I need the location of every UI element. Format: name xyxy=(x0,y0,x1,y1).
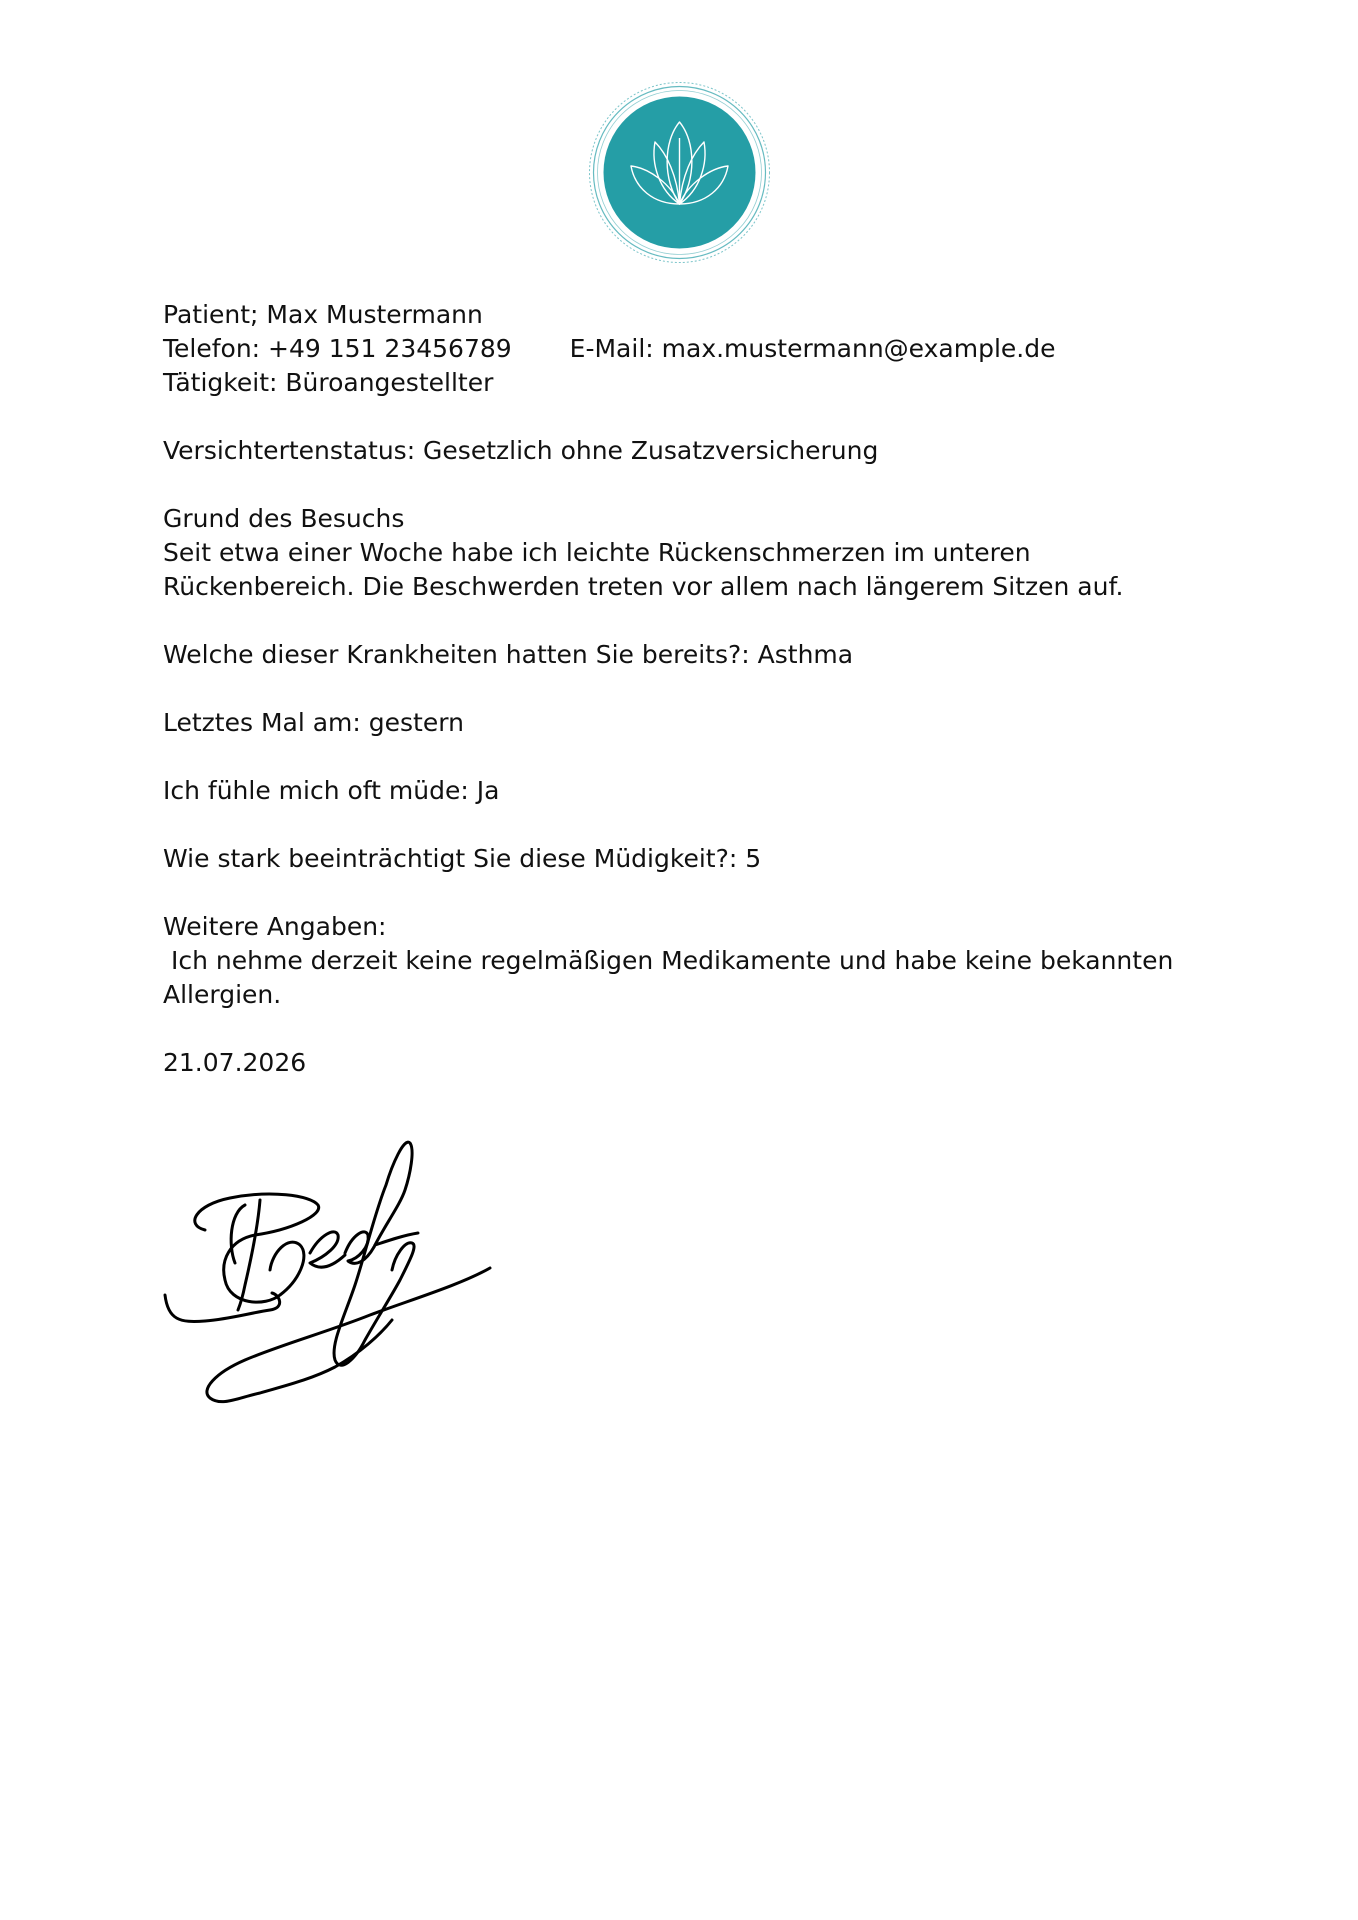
additional-info-line: Ich nehme derzeit keine regelmäßigen Medikamente und habe keine bekannten xyxy=(171,946,1174,975)
signature-drawing xyxy=(160,1135,500,1420)
patient-name: Patient; Max Mustermann xyxy=(163,300,483,329)
document-body xyxy=(163,298,1223,1080)
lotus-icon xyxy=(587,80,772,265)
visit-reason-line: Seit etwa einer Woche habe ich leichte Rückenschmerzen im unteren xyxy=(163,538,1031,567)
contact-line xyxy=(163,332,1223,366)
last-time-answer: Letztes Mal am: gestern xyxy=(163,708,464,737)
phone-number: Telefon: +49 151 23456789 xyxy=(163,334,512,363)
tired-answer: Ich fühle mich oft müde: Ja xyxy=(163,776,500,805)
email-address: E-Mail: max.mustermann@example.de xyxy=(569,334,1056,363)
additional-info-heading: Weitere Angaben: xyxy=(163,912,387,941)
fatigue-impact-answer: Wie stark beeinträchtigt Sie diese Müdigkeit?: 5 xyxy=(163,844,762,873)
signature xyxy=(160,1135,500,1420)
additional-info-line: Allergien. xyxy=(163,980,282,1009)
visit-reason-heading: Grund des Besuchs xyxy=(163,504,405,533)
illnesses-answer: Welche dieser Krankheiten hatten Sie bereits?: Asthma xyxy=(163,640,854,669)
document-date: 21.07.2026 xyxy=(163,1048,307,1077)
visit-reason-line: Rückenbereich. Die Beschwerden treten vor allem nach längerem Sitzen auf. xyxy=(163,572,1124,601)
insurance-status: Versichtertenstatus: Gesetzlich ohne Zusatzversicherung xyxy=(163,436,879,465)
occupation: Tätigkeit: Büroangestellter xyxy=(163,368,494,397)
practice-logo xyxy=(587,80,772,265)
